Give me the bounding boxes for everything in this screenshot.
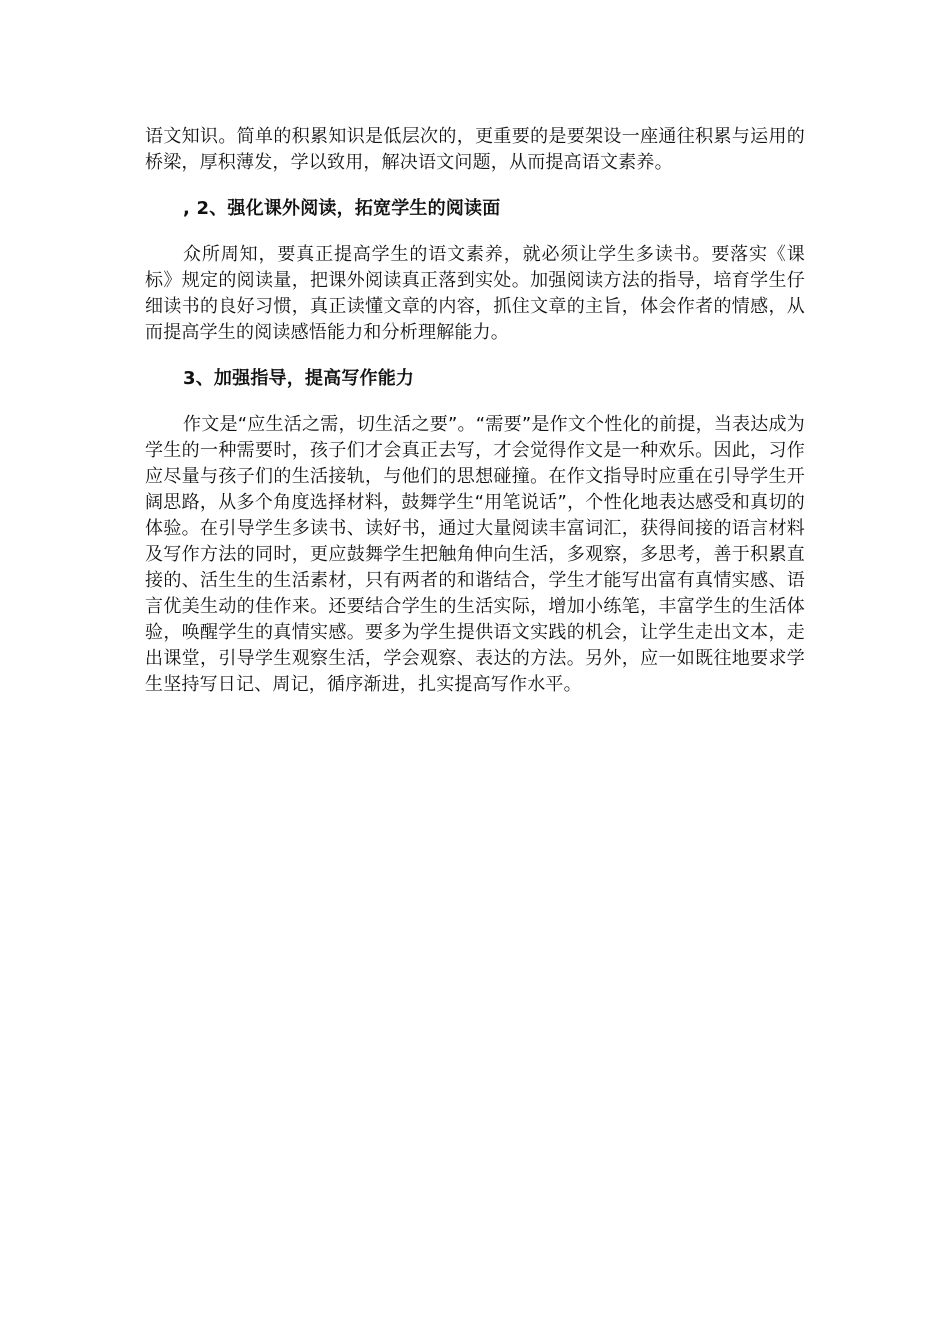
section-heading-reading: , 2、强化课外阅读，拓宽学生的阅读面 [183, 198, 501, 219]
paragraph-continuation: 语文知识。简单的积累知识是低层次的，更重要的是要架设一座通往积累与运用的桥梁，厚积薄发，学以致用，解决语文问题，从而提高语文素养。 [145, 126, 805, 173]
paragraph-writing: 作文是“应生活之需，切生活之要”。“需要”是作文个性化的前提，当表达成为学生的一种需要时，孩子们才会真正去写，才会觉得作文是一种欢乐。因此，习作应尽量与孩子们的生活接轨，与他们的思想碰撞。在作文指导时应重在引导学生开阔思路，从多个角度选择材料，鼓舞学生“用笔说话”，个性化地表达感受和真切的体验。在引导学生多读书、读好书，通过大量阅读丰富词汇，获得间接的语言材料及写作方法的同时，更应鼓舞学生把触角伸向生活，多观察，多思考，善于积累直接的、活生生的生活素材，只有两者的和谐结合，学生才能写出富有真情实感、语言优美生动的佳作来。还要结合学生的生活实际，增加小练笔，丰富学生的生活体验，唤醒学生的真情实感。要多为学生提供语文实践的机会，让学生走出文本，走出课堂，引导学生观察生活，学会观察、表达的方法。另外，应一如既往地要求学生坚持写日记、周记，循序渐进，扎实提高写作水平。 [145, 414, 805, 695]
paragraph-reading: 众所周知，要真正提高学生的语文素养，就必须让学生多读书。要落实《课标》规定的阅读量，把课外阅读真正落到实处。加强阅读方法的指导，培育学生仔细读书的良好习惯，真正读懂文章的内容，抓住文章的主旨，体会作者的情感，从而提高学生的阅读感悟能力和分析理解能力。 [145, 244, 805, 343]
document-body [145, 124, 805, 698]
section-heading-writing: 3、加强指导，提高写作能力 [183, 368, 415, 389]
